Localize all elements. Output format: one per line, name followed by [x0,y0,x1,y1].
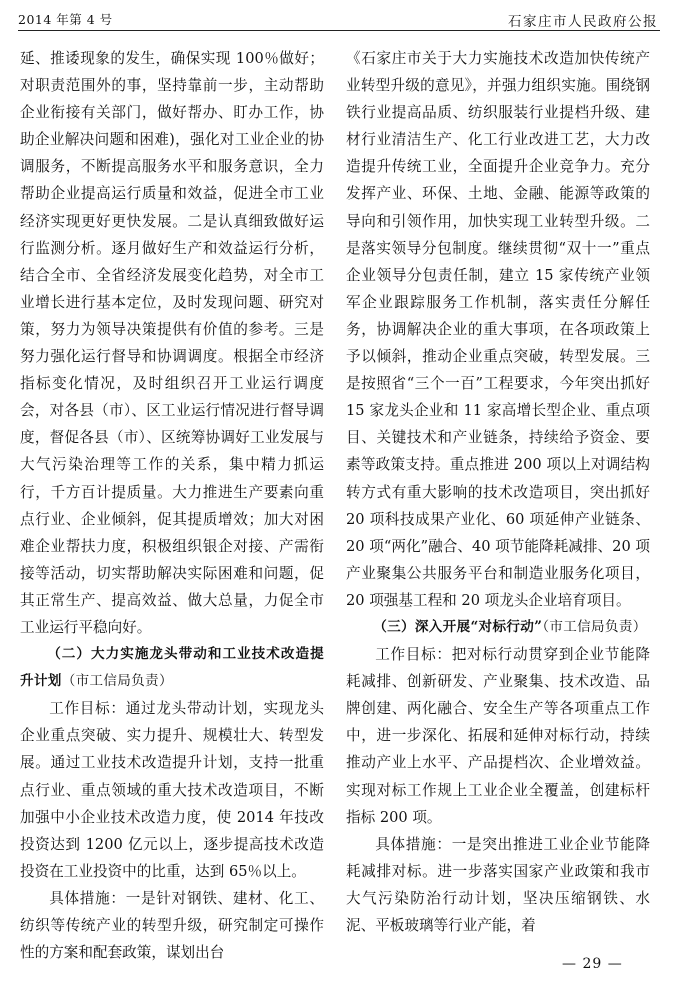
publication-title: 石家庄市人民政府公报 [508,14,658,30]
right-column [346,45,650,939]
page-header [18,10,658,32]
section-heading-title: （三）深入开展“对标行动” [373,618,543,635]
section-heading [346,614,650,641]
header-divider [18,30,660,31]
left-column [20,45,324,966]
paragraph: 延、推诿现象的发生，确保实现 100％做好；对职责范围外的事，坚持靠前一步，主动帮助企业衔接有关部门，做好帮办、盯办工作，协助企业解决问题和困难)，强化对工业企业的协调服务，不断提高服务水平和服务意识，全力帮助企业提高运行质量和效益，促进全市工业经济实现更好更快发展。二是认真细致做好运行监测分析。逐月做好生产和效益运行分析，结合全市、全省经济发展变化趋势，对全市工业增长进行基本定位，及时发现问题、研究对策，努力为领导决策提供有价值的参考。三是努力强化运行督导和协调调度。根据全市经济指标变化情况，及时组织召开工业运行调度会，对各县（市）、区工业运行情况进行督导调度，督促各县（市）、区统筹协调好工业发展与大气污染治理等工作的关系，集中精力抓运行，千方百计提质量。大力推进生产要素向重点行业、企业倾斜，促其提质增效；加大对困难企业帮扶力度，积极组织银企对接、产需衔接等活动，切实帮助解决实际困难和问题，促其正常生产、提高效益、做大总量，力促全市工业运行平稳向好。 [20,50,324,636]
paragraph: 《石家庄市关于大力实施技术改造加快传统产业转型升级的意见》，并强力组织实施。围绕钢铁行业提高品质、纺织服装行业提档升级、建材行业清洁生产、化工行业改进工艺，大力改造提升传统工业，全面提升企业竞争力。充分发挥产业、环保、土地、金融、能源等政策的导向和引领作用，加快实现工业转型升级。二是落实领导分包制度。继续贯彻“双十一”重点企业领导分包责任制，建立 15 家传统产业领军企业跟踪服务工作机制，落实责任分解任务，协调解决企业的重大事项，在各项政策上予以倾斜，推动企业重点突破，转型发展。三是按照省“三个一百”工程要求，今年突出抓好 15 家龙头企业和 11 家高增长型企业、重点项目、关键技术和产业链条，持续给予资金、要素等政策支持。重点推进 200 项以上对调结构转方式有重大影响的技术改造项目，突出抓好 20 项科技成果产业化、60 项延伸产业链条、20 项“两化”融合、40 项节能降耗减排、20 项产业聚集公共服务平台和制造业服务化项目，20 项强基工程和 20 项龙头企业培育项目。 [346,50,650,609]
section-heading-owner: （市工信局负责） [61,673,173,690]
paragraph: 具体措施：一是针对钢铁、建材、化工、纺织等传统产业的转型升级，研究制定可操作性的方案和配套政策，谋划出台 [20,889,324,962]
issue-label: 2014 年第 4 号 [18,12,113,27]
paragraph: 具体措施：一是突出推进工业企业节能降耗减排对标。进一步落实国家产业政策和我市大气污染防治行动计划，坚决压缩钢铁、水泥、平板玻璃等行业产能，着 [346,835,650,934]
section-heading [20,641,324,695]
section-heading-owner: （市工信局负责） [542,618,647,635]
paragraph: 工作目标：把对标行动贯穿到企业节能降耗减排、创新研发、产业聚集、技术改造、品牌创建、两化融合、安全生产等各项重点工作中，进一步深化、拓展和延伸对标行动，持续推动产业上水平、产品提档次、企业增效益。实现对标工作规上工业企业全覆盖，创建标杆指标 200 项。 [346,646,650,826]
section-heading-title: （二）大力实施龙头带动和工业技术改造提升计划 [20,646,324,690]
page-number: — 29 — [562,956,623,972]
paragraph: 工作目标：通过龙头带动计划，实现龙头企业重点突破、实力提升、规模壮大、转型发展。通过工业技术改造提升计划，支持一批重点行业、重点领域的重大技术改造项目，不断加强中小企业技术改造力度，使 2014 年技改投资达到 1200 亿元以上，逐步提高技术改造投资在工业投资中的比重，达到 65％以上。 [20,700,324,880]
